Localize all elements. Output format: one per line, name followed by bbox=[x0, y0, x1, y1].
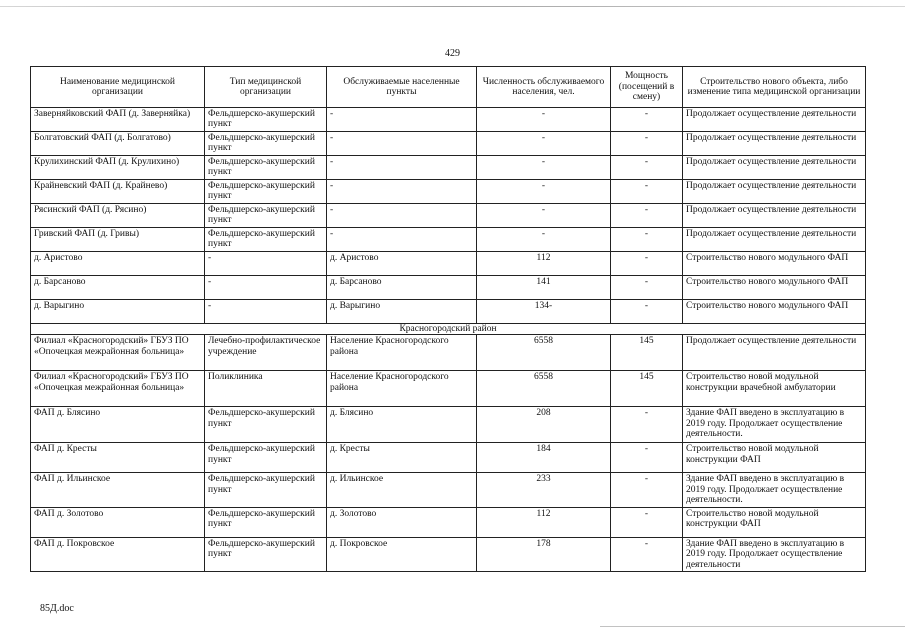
cell-population: - bbox=[477, 108, 611, 132]
cell-capacity: - bbox=[611, 407, 683, 443]
cell-organization-type: Поликлиника bbox=[205, 371, 327, 407]
cell-construction: Строительство новой модульной конструкции ФАП bbox=[683, 507, 866, 537]
cell-organization-name: ФАП д. Кресты bbox=[31, 443, 205, 473]
cell-capacity: - bbox=[611, 180, 683, 204]
cell-capacity: - bbox=[611, 252, 683, 276]
header-construction: Строительство нового объекта, либо изменение типа медицинской организации bbox=[683, 67, 866, 108]
cell-organization-type: - bbox=[205, 252, 327, 276]
header-capacity: Мощность (посещений в смену) bbox=[611, 67, 683, 108]
cell-construction: Продолжает осуществление деятельности bbox=[683, 228, 866, 252]
table-row bbox=[31, 335, 866, 371]
cell-served-settlements: Население Красногородского района bbox=[327, 335, 477, 371]
cell-construction: Строительство новой модульной конструкции ФАП bbox=[683, 443, 866, 473]
document-filename: 85Д.doc bbox=[40, 603, 74, 614]
cell-served-settlements: д. Варыгино bbox=[327, 300, 477, 324]
cell-organization-type: Фельдшерско-акушерский пункт bbox=[205, 204, 327, 228]
header-organization-type: Тип медицинской организации bbox=[205, 67, 327, 108]
cell-population: 6558 bbox=[477, 335, 611, 371]
cell-organization-type: Фельдшерско-акушерский пункт bbox=[205, 228, 327, 252]
cell-served-settlements: - bbox=[327, 228, 477, 252]
table-row bbox=[31, 180, 866, 204]
cell-organization-name: д. Барсаново bbox=[31, 276, 205, 300]
cell-served-settlements: д. Покровское bbox=[327, 537, 477, 571]
cell-capacity: - bbox=[611, 108, 683, 132]
table-row bbox=[31, 473, 866, 507]
cell-population: 208 bbox=[477, 407, 611, 443]
cell-served-settlements: д. Кресты bbox=[327, 443, 477, 473]
table-row bbox=[31, 276, 866, 300]
cell-organization-name: ФАП д. Блясино bbox=[31, 407, 205, 443]
cell-population: - bbox=[477, 132, 611, 156]
cell-construction: Здание ФАП введено в эксплуатацию в 2019 году. Продолжает осуществление деятельности. bbox=[683, 473, 866, 507]
cell-population: 6558 bbox=[477, 371, 611, 407]
cell-organization-type: Фельдшерско-акушерский пункт bbox=[205, 180, 327, 204]
table-row bbox=[31, 507, 866, 537]
cell-capacity: - bbox=[611, 204, 683, 228]
cell-organization-type: Лечебно-профилактическое учреждение bbox=[205, 335, 327, 371]
table-row bbox=[31, 371, 866, 407]
cell-served-settlements: - bbox=[327, 204, 477, 228]
cell-organization-name: ФАП д. Золотово bbox=[31, 507, 205, 537]
cell-population: 184 bbox=[477, 443, 611, 473]
cell-organization-type: Фельдшерско-акушерский пункт bbox=[205, 473, 327, 507]
cell-capacity: - bbox=[611, 507, 683, 537]
table-row bbox=[31, 407, 866, 443]
cell-population: 112 bbox=[477, 252, 611, 276]
scan-top-edge bbox=[0, 6, 905, 7]
cell-population: 233 bbox=[477, 473, 611, 507]
cell-population: 112 bbox=[477, 507, 611, 537]
cell-capacity: - bbox=[611, 228, 683, 252]
cell-capacity: - bbox=[611, 300, 683, 324]
table-row bbox=[31, 204, 866, 228]
header-organization-name: Наименование медицинской организации bbox=[31, 67, 205, 108]
cell-construction: Продолжает осуществление деятельности bbox=[683, 108, 866, 132]
cell-population: - bbox=[477, 204, 611, 228]
table-row bbox=[31, 537, 866, 571]
table-header-row bbox=[31, 67, 866, 108]
cell-population: 141 bbox=[477, 276, 611, 300]
section-title: Красногородский район bbox=[31, 324, 866, 335]
cell-organization-type: Фельдшерско-акушерский пункт bbox=[205, 443, 327, 473]
section-row bbox=[31, 324, 866, 335]
table-row bbox=[31, 252, 866, 276]
cell-organization-type: Фельдшерско-акушерский пункт bbox=[205, 507, 327, 537]
cell-organization-name: Болгатовский ФАП (д. Болгатово) bbox=[31, 132, 205, 156]
cell-capacity: - bbox=[611, 443, 683, 473]
cell-organization-type: Фельдшерско-акушерский пункт bbox=[205, 156, 327, 180]
cell-construction: Продолжает осуществление деятельности bbox=[683, 132, 866, 156]
cell-served-settlements: д. Блясино bbox=[327, 407, 477, 443]
cell-capacity: 145 bbox=[611, 371, 683, 407]
cell-construction: Здание ФАП введено в эксплуатацию в 2019 году. Продолжает осуществление деятельности. bbox=[683, 407, 866, 443]
cell-capacity: 145 bbox=[611, 335, 683, 371]
cell-construction: Здание ФАП введено в эксплуатацию в 2019 году. Продолжает осуществление деятельности bbox=[683, 537, 866, 571]
cell-organization-type: Фельдшерско-акушерский пункт bbox=[205, 108, 327, 132]
cell-construction: Строительство новой модульной конструкции врачебной амбулатории bbox=[683, 371, 866, 407]
table-row bbox=[31, 108, 866, 132]
table-row bbox=[31, 156, 866, 180]
cell-served-settlements: д. Золотово bbox=[327, 507, 477, 537]
cell-capacity: - bbox=[611, 156, 683, 180]
cell-construction: Строительство нового модульного ФАП bbox=[683, 252, 866, 276]
header-served-settlements: Обслуживаемые населенные пункты bbox=[327, 67, 477, 108]
cell-served-settlements: д. Барсаново bbox=[327, 276, 477, 300]
cell-organization-name: д. Аристово bbox=[31, 252, 205, 276]
table-row bbox=[31, 132, 866, 156]
cell-served-settlements: - bbox=[327, 180, 477, 204]
cell-served-settlements: - bbox=[327, 132, 477, 156]
cell-organization-name: Гривский ФАП (д. Гривы) bbox=[31, 228, 205, 252]
page-number: 429 bbox=[445, 48, 460, 59]
cell-population: 134- bbox=[477, 300, 611, 324]
cell-population: - bbox=[477, 228, 611, 252]
cell-organization-name: Рясинский ФАП (д. Рясино) bbox=[31, 204, 205, 228]
cell-population: - bbox=[477, 180, 611, 204]
cell-construction: Строительство нового модульного ФАП bbox=[683, 300, 866, 324]
table-row bbox=[31, 443, 866, 473]
table-row bbox=[31, 228, 866, 252]
cell-organization-name: ФАП д. Ильинское bbox=[31, 473, 205, 507]
cell-construction: Продолжает осуществление деятельности bbox=[683, 156, 866, 180]
cell-organization-name: д. Варыгино bbox=[31, 300, 205, 324]
cell-served-settlements: Население Красногородского района bbox=[327, 371, 477, 407]
cell-construction: Строительство нового модульного ФАП bbox=[683, 276, 866, 300]
table-row bbox=[31, 300, 866, 324]
cell-capacity: - bbox=[611, 132, 683, 156]
cell-organization-name: Крулихинский ФАП (д. Крулихино) bbox=[31, 156, 205, 180]
cell-served-settlements: - bbox=[327, 156, 477, 180]
cell-population: - bbox=[477, 156, 611, 180]
cell-organization-name: Заверняйковский ФАП (д. Заверняйка) bbox=[31, 108, 205, 132]
cell-organization-type: Фельдшерско-акушерский пункт bbox=[205, 132, 327, 156]
table-body bbox=[31, 108, 866, 572]
cell-population: 178 bbox=[477, 537, 611, 571]
cell-organization-name: Филиал «Красногородский» ГБУЗ ПО «Опочецкая межрайонная больница» bbox=[31, 371, 205, 407]
scan-bottom-edge bbox=[600, 626, 905, 627]
cell-organization-type: - bbox=[205, 300, 327, 324]
cell-organization-name: ФАП д. Покровское bbox=[31, 537, 205, 571]
cell-organization-name: Филиал «Красногородский» ГБУЗ ПО «Опочецкая межрайонная больница» bbox=[31, 335, 205, 371]
cell-served-settlements: - bbox=[327, 108, 477, 132]
cell-capacity: - bbox=[611, 473, 683, 507]
cell-construction: Продолжает осуществление деятельности bbox=[683, 204, 866, 228]
cell-construction: Продолжает осуществление деятельности bbox=[683, 335, 866, 371]
cell-served-settlements: д. Ильинское bbox=[327, 473, 477, 507]
cell-served-settlements: д. Аристово bbox=[327, 252, 477, 276]
cell-organization-name: Крайневский ФАП (д. Крайнево) bbox=[31, 180, 205, 204]
medical-organizations-table bbox=[30, 66, 866, 572]
cell-organization-type: Фельдшерско-акушерский пункт bbox=[205, 537, 327, 571]
cell-capacity: - bbox=[611, 537, 683, 571]
cell-organization-type: - bbox=[205, 276, 327, 300]
cell-construction: Продолжает осуществление деятельности bbox=[683, 180, 866, 204]
cell-capacity: - bbox=[611, 276, 683, 300]
cell-organization-type: Фельдшерско-акушерский пункт bbox=[205, 407, 327, 443]
header-population: Численность обслуживаемого населения, чел. bbox=[477, 67, 611, 108]
